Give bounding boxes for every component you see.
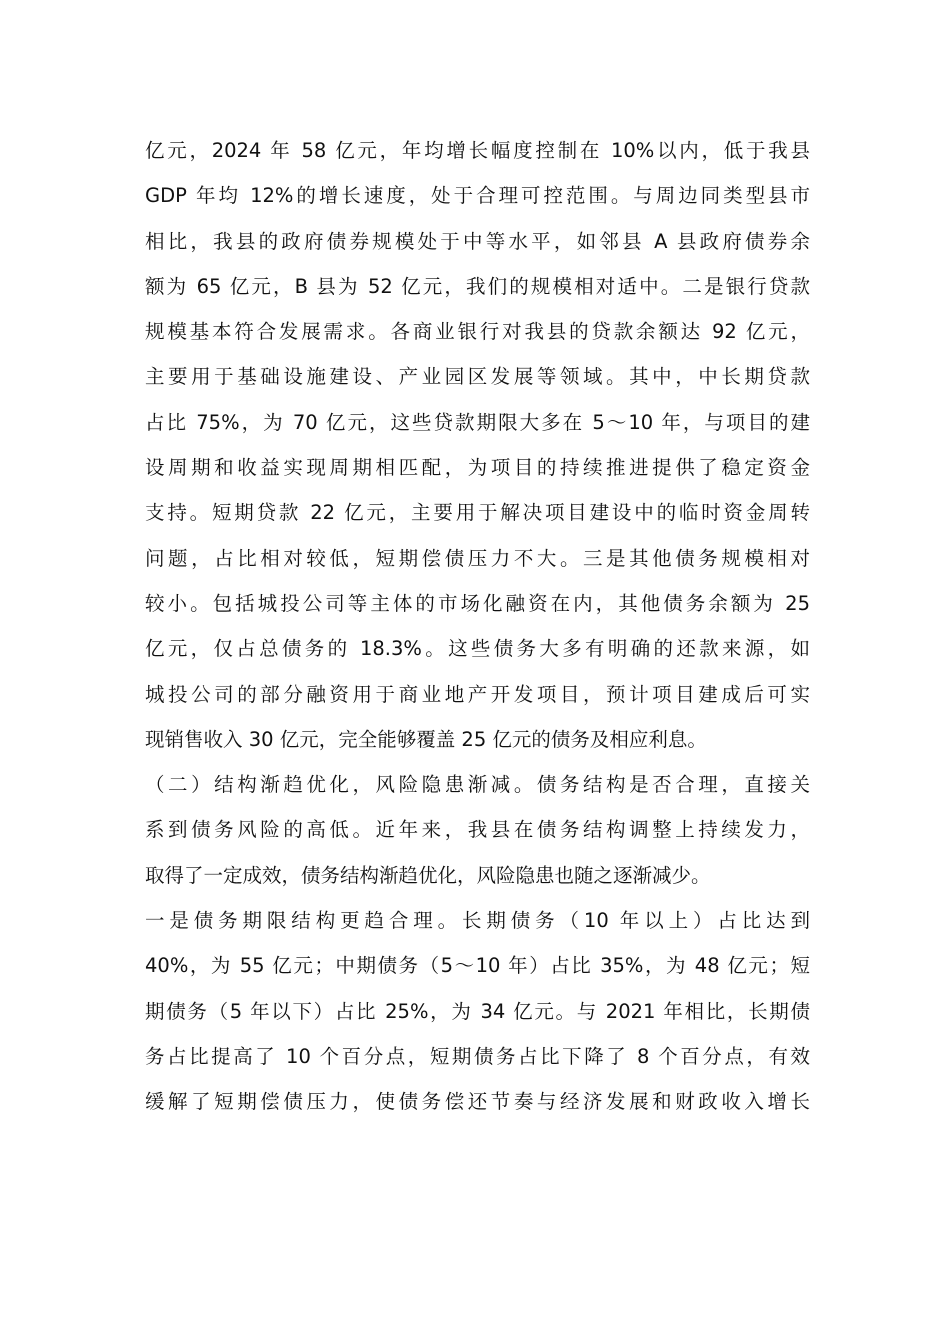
text-line: 务占比提高了 10 个百分点，短期债务占比下降了 8 个百分点，有效 [145,1044,810,1068]
text-line: 现销售收入 30 亿元，完全能够覆盖 25 亿元的债务及相应利息。 [145,727,707,751]
text-line: 问题，占比相对较低，短期偿债压力不大。三是其他债务规模相对 [145,546,810,570]
text-line: 40%，为 55 亿元；中期债务（5～10 年）占比 35%，为 48 亿元；短 [145,954,810,978]
section-heading-line: （二）结构渐趋优化，风险隐患渐减。债务结构是否合理，直接关 [145,773,810,797]
text-line: 缓解了短期偿债压力，使债务偿还节奏与经济发展和财政收入增长 [145,1090,810,1114]
text-line: 占比 75%，为 70 亿元，这些贷款期限大多在 5～10 年，与项目的建 [145,410,810,434]
text-line: GDP 年均 12%的增长速度，处于合理可控范围。与周边同类型县市 [145,184,810,208]
text-line: 规模基本符合发展需求。各商业银行对我县的贷款余额达 92 亿元， [145,320,810,344]
text-line: 设周期和收益实现周期相匹配，为项目的持续推进提供了稳定资金 [145,456,810,480]
text-line: 取得了一定成效，债务结构渐趋优化，风险隐患也随之逐渐减少。 [145,863,711,887]
text-line: 一是债务期限结构更趋合理。长期债务（10 年以上）占比达到 [145,909,810,933]
text-line: 较小。包括城投公司等主体的市场化融资在内，其他债务余额为 25 [145,591,810,615]
text-line: 亿元，2024 年 58 亿元，年均增长幅度控制在 10%以内，低于我县 [145,139,810,162]
text-line: 亿元，仅占总债务的 18.3%。这些债务大多有明确的还款来源，如 [145,637,810,661]
text-line: 系到债务风险的高低。近年来，我县在债务结构调整上持续发力， [145,818,810,842]
text-line: 额为 65 亿元，B 县为 52 亿元，我们的规模相对适中。二是银行贷款 [145,274,810,298]
text-line: 主要用于基础设施建设、产业园区发展等领域。其中，中长期贷款 [145,365,810,389]
body-text [145,128,810,1125]
text-line: 城投公司的部分融资用于商业地产开发项目，预计项目建成后可实 [145,682,810,706]
text-line: 期债务（5 年以下）占比 25%，为 34 亿元。与 2021 年相比，长期债 [145,999,810,1023]
text-line: 相比，我县的政府债券规模处于中等水平，如邻县 A 县政府债券余 [145,229,810,253]
text-line: 支持。短期贷款 22 亿元，主要用于解决项目建设中的临时资金周转 [145,501,810,525]
